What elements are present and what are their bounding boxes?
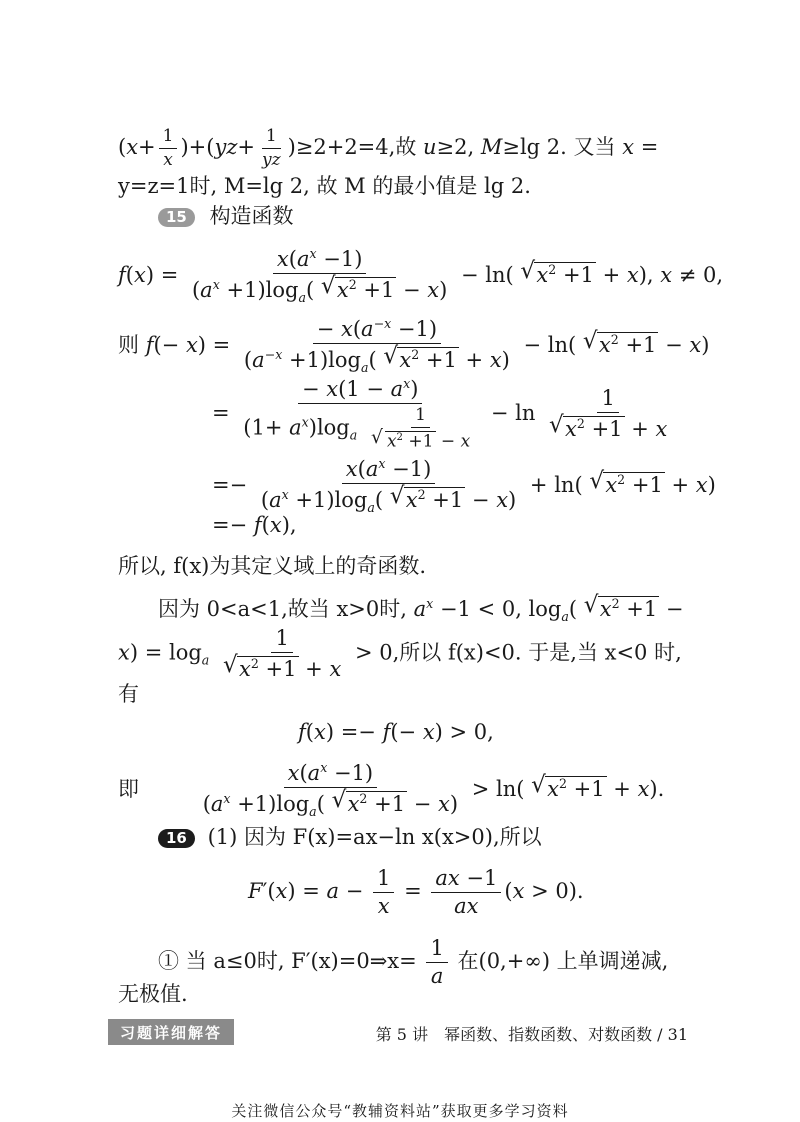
no-extreme-line: 无极值. [118,982,188,1006]
equation-derivative: F′(x) = a − $\frac{1}{x}$ = $\frac{ax -1}{ax}$ (x > 0). [248,866,584,918]
section-15-header [158,206,294,227]
equation-f-neg-3: =− $\frac{x(a^x -1)}{(a^x +1)\log_a( √ x^2 +1 - x)}$ + ln( √ $x^2 +1 + x$) [212,458,716,515]
footer-section-label: 习题详细解答 [108,1019,234,1045]
text-line-2 [118,176,531,197]
equation-f-neg-2: = − $x(1 - a^x)$ $(1+ a^x)\log_a$ 1 √ $x^2 +1 - x$ − ln 1 √ $x^2 +1 + x$ [212,378,674,451]
section-15-label: 构造函数 [209,204,294,228]
equation-f-neg-1: 则 f(− x) = $\frac{- x(a^{-x} -1)}{(a^{-x} +1)\log_a( √ x^2 +1 + x)}$ − ln( √ $x^2 +1 - x$) [118,318,709,375]
watermark-text: 关注微信公众号“教辅资料站”获取更多学习资料 [231,1102,569,1120]
equation-inequality: 即 $\frac{x(a^x -1)}{(a^x +1)\log_a( √ x^2 +1 - x)}$ > ln( √ $x^2 +1 + x$). [118,762,664,819]
log-positive-line: $x) = \log_a$ 1 √ $x^2 +1 + x$ > 0,所以 f(x)<0. 于是,当 x<0 时, [118,628,682,680]
line2-text: y=z=1时, M=lg 2, 故 M 的最小值是 lg 2. [118,174,531,198]
equation-f-neg-4: =− f(x), [212,513,297,537]
section-16-header [158,827,542,848]
equation-f-positive: f(x) =− f(− x) > 0, [298,720,494,744]
text-you: 有 [118,682,139,706]
odd-function-conclusion: 所以, f(x)为其定义域上的奇函数. [118,554,427,578]
text-line-1: (x+ $\frac{1}{x}$ )+(yz+ $\frac{1}{yz}$ )≥2+2=4,故 u≥2, M≥lg 2. 又当 x = [118,126,659,170]
because-line: 因为 0<a<1,故当 x>0时, $a^x -1 < 0$, $\log_a$( √ $x^2 +1$ − [158,596,684,624]
section-badge-15: 15 [158,208,195,227]
case-1-line: ① 当 a≤0时, F′(x)=0⇒x= $\frac{1}{a}$ 在(0,+∞) 上单调递减, [158,936,669,988]
footer-chapter-page: 第 5 讲 幂函数、指数函数、对数函数 / 31 [375,1025,688,1044]
section-badge-16: 16 [158,829,195,848]
equation-f-definition: f(x) = $\frac{x(a^x -1)}{(a^x +1)\log_a( √ x^2 +1 - x)}$ − ln( √ $x^2 +1 + x$), x ≠ 0, [118,248,723,305]
section-16-text: (1) 因为 F(x)=ax−ln x(x>0),所以 [207,825,542,849]
